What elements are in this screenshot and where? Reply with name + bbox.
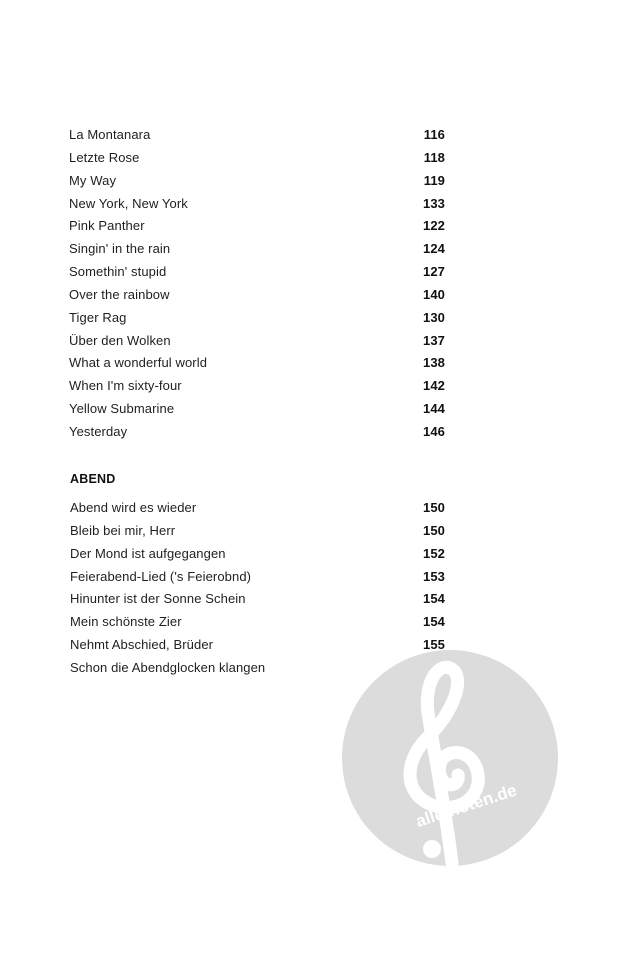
toc-entry [69, 264, 445, 287]
toc-entry-page: 142 [423, 378, 445, 394]
toc-entry-title: Singin' in the rain [69, 241, 171, 257]
toc-entry-page: 146 [423, 423, 445, 439]
toc-entry [69, 287, 445, 310]
toc-entry [70, 500, 445, 523]
toc-entry-page: 138 [423, 355, 445, 371]
toc-entry-title: Pink Panther [69, 218, 145, 234]
toc-entry [69, 196, 445, 219]
toc-entry-page: 154 [423, 614, 445, 630]
toc-entry-page: 116 [423, 127, 445, 142]
toc-entry-page: 144 [423, 401, 445, 417]
toc-entry [69, 173, 445, 196]
toc-entry-title: My Way [69, 172, 117, 188]
toc-entry [69, 355, 445, 378]
toc-entry-page: 155 [423, 637, 445, 653]
toc-entry [69, 401, 445, 424]
toc-entry [69, 218, 445, 241]
toc-list [69, 127, 445, 447]
toc-entry-title: Hinunter ist der Sonne Schein [70, 591, 246, 607]
toc-entry-title: Feierabend-Lied ('s Feierobnd) [70, 568, 252, 584]
toc-entry [69, 424, 445, 447]
watermark-text: alle-noten.de [413, 780, 520, 832]
toc-entry-page: 119 [423, 172, 445, 188]
toc-entry-title: Letzte Rose [69, 149, 140, 165]
watermark [340, 643, 560, 873]
toc-entry-title: Der Mond ist aufgegangen [70, 545, 226, 561]
toc-entry-page: 118 [423, 149, 445, 165]
toc-entry [69, 333, 445, 356]
toc-entry-title: What a wonderful world [69, 355, 208, 371]
toc-entry-page: 150 [423, 500, 445, 515]
toc-entry [69, 310, 445, 333]
section-heading: ABEND [70, 472, 116, 486]
toc-entry-title: Nehmt Abschied, Brüder [70, 637, 214, 653]
toc-entry [69, 150, 445, 173]
toc-entry-page: 154 [423, 591, 445, 607]
toc-entry-page: 124 [423, 241, 445, 257]
toc-entry-page: 153 [423, 568, 445, 584]
toc-entry [70, 523, 445, 546]
toc-entry-title: Tiger Rag [69, 309, 127, 325]
toc-entry-title: Yesterday [69, 423, 128, 439]
toc-entry [70, 614, 445, 637]
toc-entry-page: 137 [423, 332, 445, 348]
toc-entry-title: Bleib bei mir, Herr [70, 522, 176, 538]
toc-entry-title: When I'm sixty-four [69, 378, 182, 394]
toc-entry [70, 546, 445, 569]
toc-entry-title: Abend wird es wieder [70, 500, 197, 515]
toc-entry-page: 150 [423, 522, 445, 538]
toc-entry-title: Somethin' stupid [69, 264, 167, 280]
toc-entry-title: Mein schönste Zier [70, 614, 182, 630]
toc-entry-title: Yellow Submarine [69, 401, 175, 417]
toc-entry-page: 140 [423, 286, 445, 302]
toc-entry [69, 378, 445, 401]
toc-entry-title: Over the rainbow [69, 286, 170, 302]
toc-entry-page: 127 [423, 264, 445, 280]
toc-entry-page: 122 [423, 218, 445, 234]
toc-entry-title: Über den Wolken [69, 332, 171, 348]
toc-entry-page: 130 [423, 309, 445, 325]
toc-entry-page: 152 [423, 545, 445, 561]
toc-entry-page: 133 [423, 195, 445, 211]
toc-entry-title: La Montanara [69, 127, 151, 142]
toc-entry [69, 127, 445, 150]
toc-entry [69, 241, 445, 264]
toc-entry-title: Schon die Abendglocken klangen [70, 659, 266, 675]
toc-entry-title: New York, New York [69, 195, 188, 211]
toc-entry [70, 591, 445, 614]
toc-entry [70, 569, 445, 592]
